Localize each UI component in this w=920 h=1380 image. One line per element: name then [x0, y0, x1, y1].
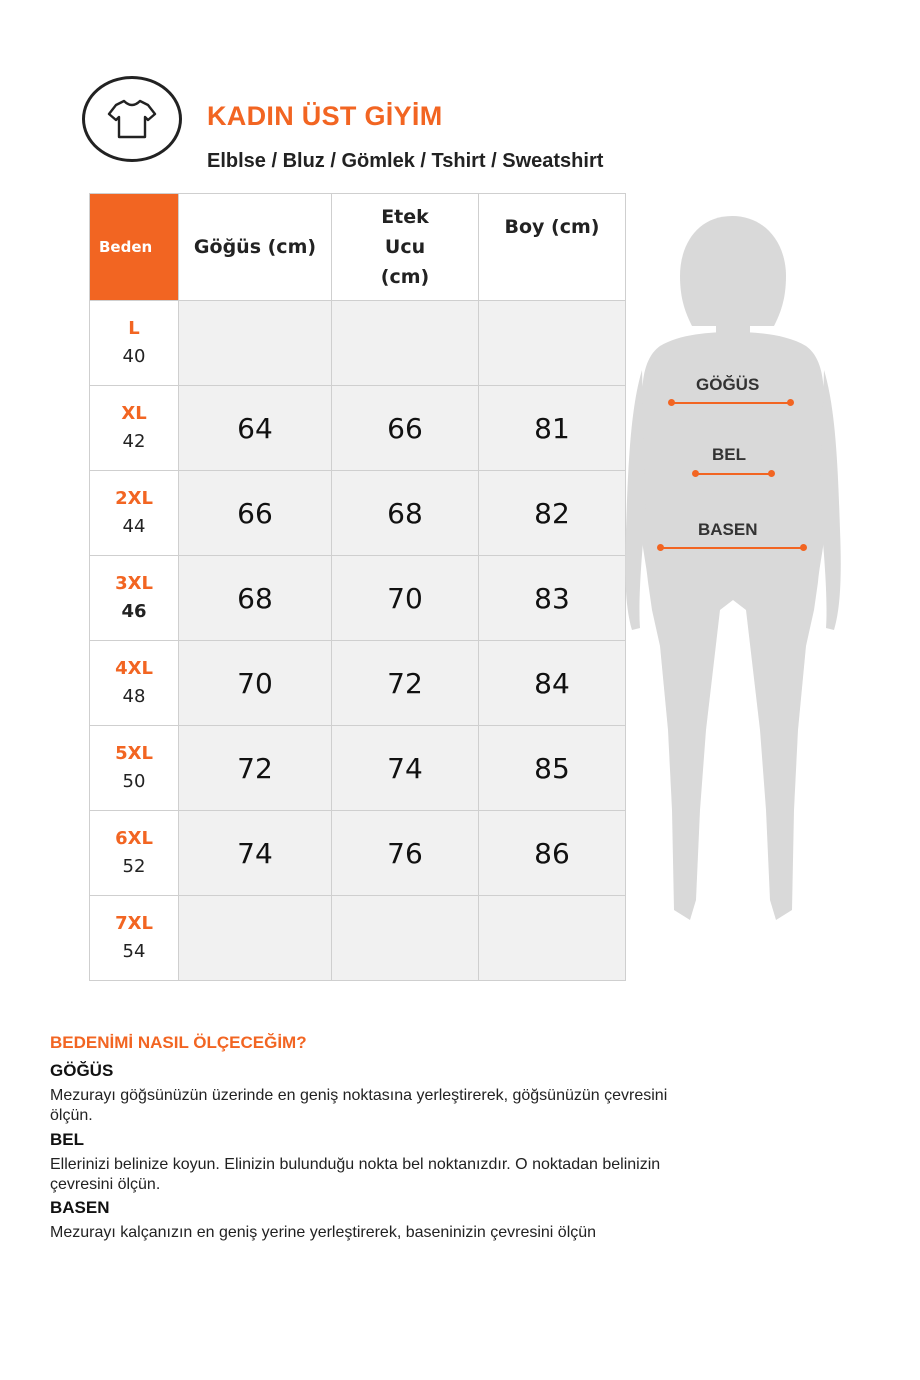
- guide-text-bel: Ellerinizi belinize koyun. Elinizin bulunduğu nokta bel noktanızdır. O noktadan belinizin çevresini ölçün.: [50, 1156, 661, 1193]
- boy-value: 83: [479, 556, 626, 641]
- etek-value: [332, 896, 479, 981]
- column-header-gogus: Göğüs (cm): [179, 194, 332, 301]
- boy-value: 81: [479, 386, 626, 471]
- size-cell: [90, 301, 179, 386]
- etek-value: 70: [332, 556, 479, 641]
- size-cell: [90, 641, 179, 726]
- column-header-boy: Boy (cm): [479, 194, 626, 301]
- gogus-value: [179, 896, 332, 981]
- table-row: [90, 896, 626, 981]
- measure-dot: [787, 399, 794, 406]
- size-cell: [90, 726, 179, 811]
- size-number: 40: [122, 346, 146, 367]
- guide-heading-bel: BEL: [50, 1130, 84, 1149]
- etek-value: 66: [332, 386, 479, 471]
- size-cell: [90, 896, 179, 981]
- etek-value: [332, 301, 479, 386]
- column-header-beden: Beden: [90, 194, 179, 301]
- female-silhouette-icon: [620, 210, 850, 935]
- size-label: 2XL: [115, 488, 153, 509]
- size-number: 46: [121, 601, 147, 622]
- boy-value: 86: [479, 811, 626, 896]
- boy-value: 84: [479, 641, 626, 726]
- size-label: 6XL: [115, 828, 153, 849]
- size-cell: [90, 556, 179, 641]
- size-number: 44: [122, 516, 146, 537]
- gogus-value: [179, 301, 332, 386]
- logo-badge: [82, 76, 182, 162]
- size-number: 52: [122, 856, 146, 877]
- table-row: [90, 386, 626, 471]
- table-row: [90, 726, 626, 811]
- guide-text-gogus: Mezurayı göğsünüzün üzerinde en geniş noktasına yerleştirerek, göğsünüzün çevresini ölçün.: [50, 1087, 668, 1124]
- gogus-measure-line: [671, 402, 791, 404]
- gogus-value: 66: [179, 471, 332, 556]
- size-cell: [90, 811, 179, 896]
- etek-value: 68: [332, 471, 479, 556]
- guide-text-basen: Mezurayı kalçanızın en geniş yerine yerleştirerek, baseninizin çevresini ölçün: [50, 1224, 597, 1241]
- boy-value: 82: [479, 471, 626, 556]
- measure-dot: [692, 470, 699, 477]
- page-title: KADIN ÜST GİYİM: [207, 101, 443, 131]
- measure-dot: [800, 544, 807, 551]
- basen-measure-line: [660, 547, 804, 549]
- size-table: [89, 193, 626, 981]
- table-row: [90, 641, 626, 726]
- page-subtitle: Elblse / Bluz / Gömlek / Tshirt / Sweatshirt: [207, 150, 604, 172]
- table-row: [90, 556, 626, 641]
- figure-label-bel: BEL: [712, 445, 746, 464]
- etek-value: 76: [332, 811, 479, 896]
- etek-value: 74: [332, 726, 479, 811]
- size-label: 3XL: [115, 573, 153, 594]
- column-header-etek-label: Etek Ucu (cm): [380, 206, 430, 288]
- size-cell: [90, 471, 179, 556]
- table-row: [90, 301, 626, 386]
- table-row: [90, 811, 626, 896]
- size-cell: [90, 386, 179, 471]
- etek-value: 72: [332, 641, 479, 726]
- boy-value: [479, 301, 626, 386]
- boy-value: 85: [479, 726, 626, 811]
- guide-heading-basen: BASEN: [50, 1198, 110, 1217]
- size-number: 50: [122, 771, 146, 792]
- measure-dot: [668, 399, 675, 406]
- gogus-value: 70: [179, 641, 332, 726]
- bel-measure-line: [695, 473, 771, 475]
- gogus-value: 68: [179, 556, 332, 641]
- guide-title: BEDENİMİ NASIL ÖLÇECEĞİM?: [50, 1033, 307, 1052]
- size-label: L: [128, 318, 140, 339]
- boy-value: [479, 896, 626, 981]
- body-silhouette-figure: [620, 210, 850, 935]
- table-row: [90, 471, 626, 556]
- figure-label-basen: BASEN: [698, 520, 758, 539]
- size-label: XL: [121, 403, 147, 424]
- table-header-row: [90, 194, 626, 301]
- figure-label-gogus: GÖĞÜS: [696, 375, 760, 394]
- gogus-value: 74: [179, 811, 332, 896]
- guide-heading-gogus: GÖĞÜS: [50, 1061, 114, 1080]
- size-number: 42: [122, 431, 146, 452]
- tshirt-icon: [106, 97, 158, 141]
- gogus-value: 64: [179, 386, 332, 471]
- size-label: 5XL: [115, 743, 153, 764]
- size-label: 4XL: [115, 658, 153, 679]
- size-label: 7XL: [115, 913, 153, 934]
- measure-dot: [768, 470, 775, 477]
- size-number: 48: [122, 686, 146, 707]
- size-number: 54: [122, 941, 146, 962]
- measure-dot: [657, 544, 664, 551]
- gogus-value: 72: [179, 726, 332, 811]
- column-header-etek: [332, 194, 479, 301]
